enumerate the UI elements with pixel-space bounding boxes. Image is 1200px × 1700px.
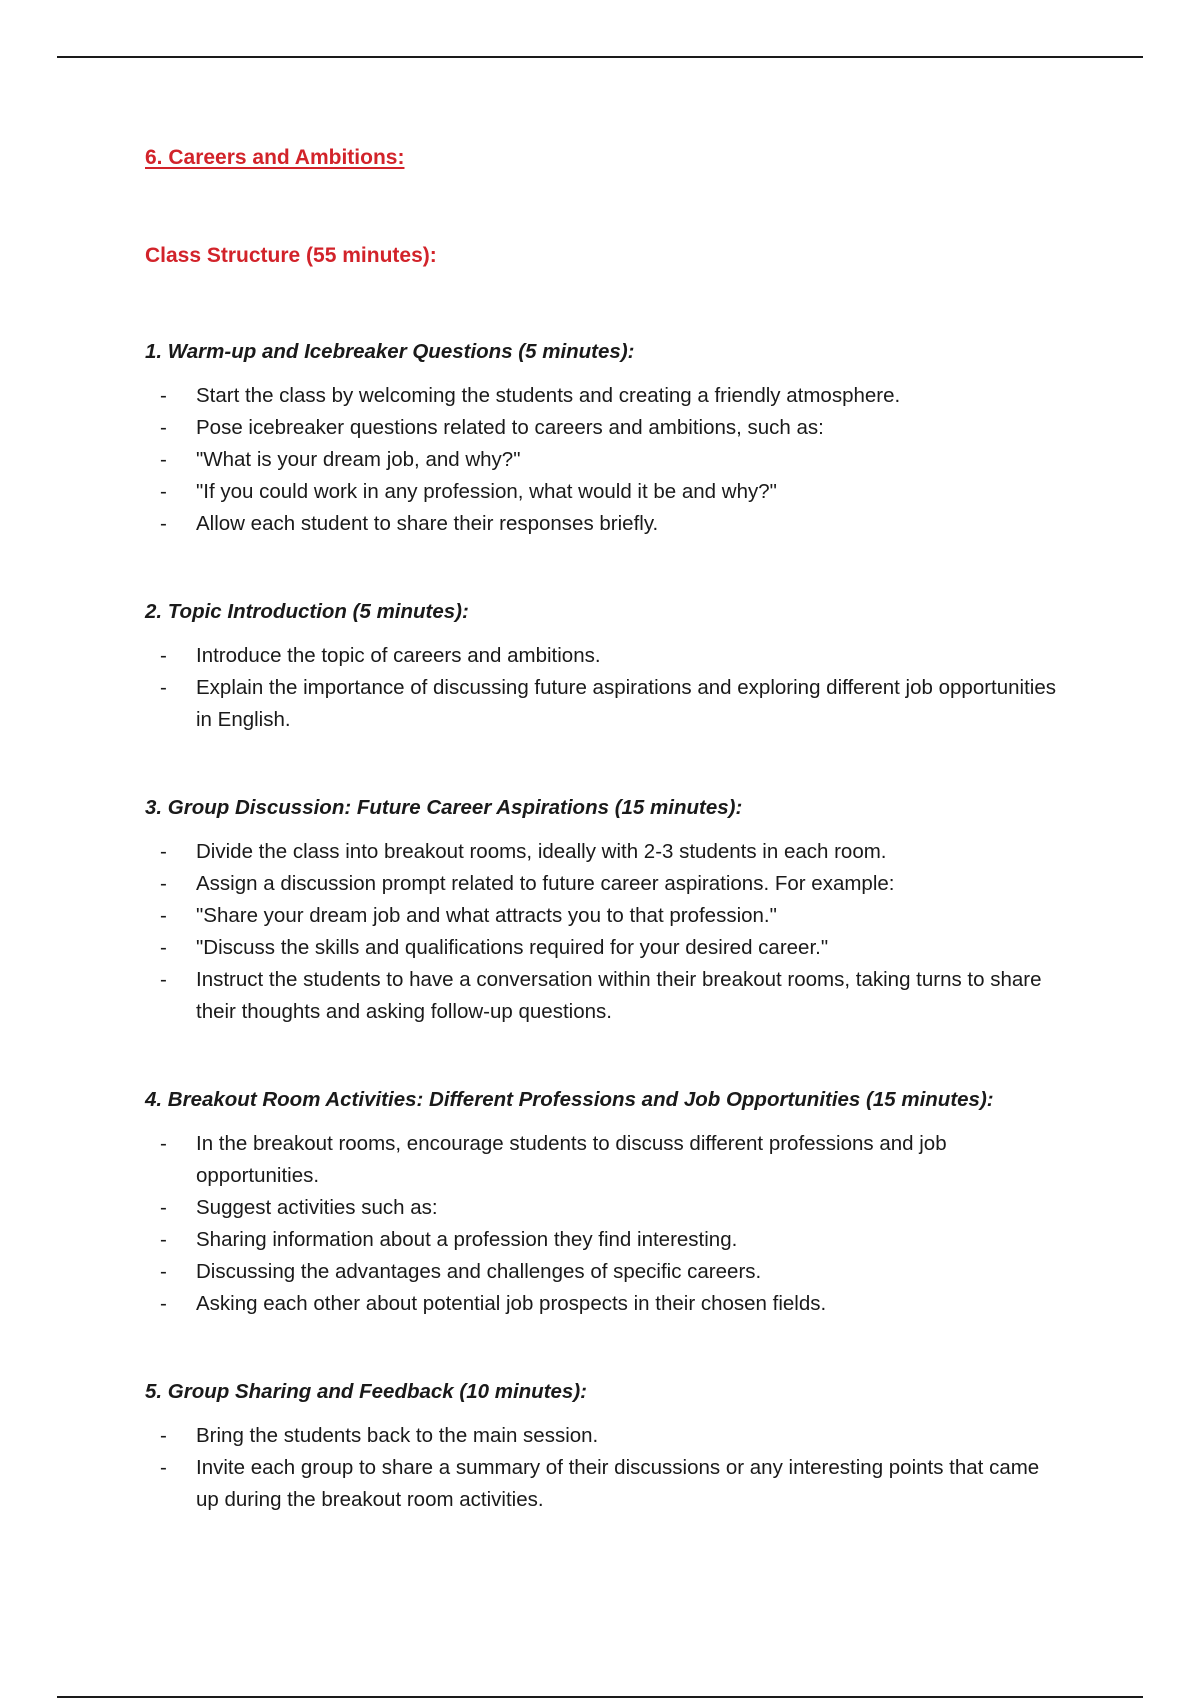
list-item — [145, 508, 1065, 540]
sections-list — [145, 338, 1065, 1516]
list-item-text: "If you could work in any profession, what would it be and why?" — [196, 480, 777, 503]
list-item-text: Allow each student to share their responses briefly. — [196, 512, 659, 535]
list-item — [145, 964, 1065, 1028]
list-item-text: Invite each group to share a summary of their discussions or any interesting points that came up during the breakout room activities. — [196, 1456, 1040, 1511]
section-heading: 2. Topic Introduction (5 minutes): — [145, 600, 469, 623]
list-item — [145, 412, 1065, 444]
section-heading: 4. Breakout Room Activities: Different Professions and Job Opportunities (15 minutes): — [145, 1088, 994, 1111]
bullet-dash: - — [160, 416, 167, 439]
list-item — [145, 640, 1065, 672]
bullet-dash: - — [160, 1132, 167, 1155]
list-item-text: Discussing the advantages and challenges of specific careers. — [196, 1260, 762, 1283]
list-item-text: Sharing information about a profession they find interesting. — [196, 1228, 738, 1251]
bullet-list — [145, 380, 1065, 540]
bullet-dash: - — [160, 676, 167, 699]
bullet-dash: - — [160, 1456, 167, 1479]
bullet-dash: - — [160, 904, 167, 927]
bullet-dash: - — [160, 1260, 167, 1283]
document-title: 6. Careers and Ambitions: — [145, 146, 405, 169]
bullet-dash: - — [160, 1228, 167, 1251]
list-item-text: "Share your dream job and what attracts you to that profession." — [196, 904, 777, 927]
bullet-dash: - — [160, 480, 167, 503]
list-item-text: Asking each other about potential job prospects in their chosen fields. — [196, 1292, 827, 1315]
list-item-text: "Discuss the skills and qualifications required for your desired career." — [196, 936, 829, 959]
bullet-dash: - — [160, 1196, 167, 1219]
bullet-dash: - — [160, 384, 167, 407]
list-item — [145, 1288, 1065, 1320]
list-item — [145, 672, 1065, 736]
list-item-text: Instruct the students to have a conversation within their breakout rooms, taking turns to share their thoughts and asking follow-up questions. — [196, 968, 1042, 1023]
list-item — [145, 900, 1065, 932]
list-item — [145, 1256, 1065, 1288]
bullet-dash: - — [160, 840, 167, 863]
section-warm-up — [145, 338, 1065, 540]
list-item — [145, 1420, 1065, 1452]
list-item — [145, 932, 1065, 964]
list-item-text: Divide the class into breakout rooms, ideally with 2-3 students in each room. — [196, 840, 887, 863]
bullet-list — [145, 640, 1065, 736]
bullet-dash: - — [160, 512, 167, 535]
section-heading: 3. Group Discussion: Future Career Aspirations (15 minutes): — [145, 796, 743, 819]
bullet-dash: - — [160, 968, 167, 991]
list-item — [145, 444, 1065, 476]
list-item-text: Start the class by welcoming the students and creating a friendly atmosphere. — [196, 384, 901, 407]
list-item — [145, 1452, 1065, 1516]
list-item — [145, 476, 1065, 508]
list-item-text: Introduce the topic of careers and ambitions. — [196, 644, 601, 667]
list-item-text: In the breakout rooms, encourage students to discuss different professions and job opportunities. — [196, 1132, 947, 1187]
top-rule — [57, 56, 1143, 58]
list-item-text: Pose icebreaker questions related to careers and ambitions, such as: — [196, 416, 824, 439]
section-heading: 5. Group Sharing and Feedback (10 minutes): — [145, 1380, 587, 1403]
bullet-list — [145, 836, 1065, 1028]
section-heading: 1. Warm-up and Icebreaker Questions (5 minutes): — [145, 340, 635, 363]
bullet-dash: - — [160, 1424, 167, 1447]
bullet-dash: - — [160, 1292, 167, 1315]
list-item-text: Suggest activities such as: — [196, 1196, 438, 1219]
list-item — [145, 836, 1065, 868]
list-item-text: "What is your dream job, and why?" — [196, 448, 521, 471]
list-item — [145, 1192, 1065, 1224]
bullet-dash: - — [160, 448, 167, 471]
list-item — [145, 1128, 1065, 1192]
list-item-text: Bring the students back to the main session. — [196, 1424, 599, 1447]
section-topic-introduction — [145, 598, 1065, 736]
bullet-list — [145, 1420, 1065, 1516]
bullet-dash: - — [160, 936, 167, 959]
list-item-text: Explain the importance of discussing future aspirations and exploring different job opportunities in English. — [196, 676, 1056, 731]
section-group-discussion — [145, 794, 1065, 1028]
list-item — [145, 868, 1065, 900]
bullet-dash: - — [160, 872, 167, 895]
class-structure-heading: Class Structure (55 minutes): — [145, 244, 437, 267]
list-item — [145, 1224, 1065, 1256]
list-item — [145, 380, 1065, 412]
bottom-rule — [57, 1696, 1143, 1698]
section-group-sharing — [145, 1378, 1065, 1516]
section-breakout-activities — [145, 1086, 1065, 1320]
list-item-text: Assign a discussion prompt related to future career aspirations. For example: — [196, 872, 895, 895]
bullet-list — [145, 1128, 1065, 1320]
bullet-dash: - — [160, 644, 167, 667]
